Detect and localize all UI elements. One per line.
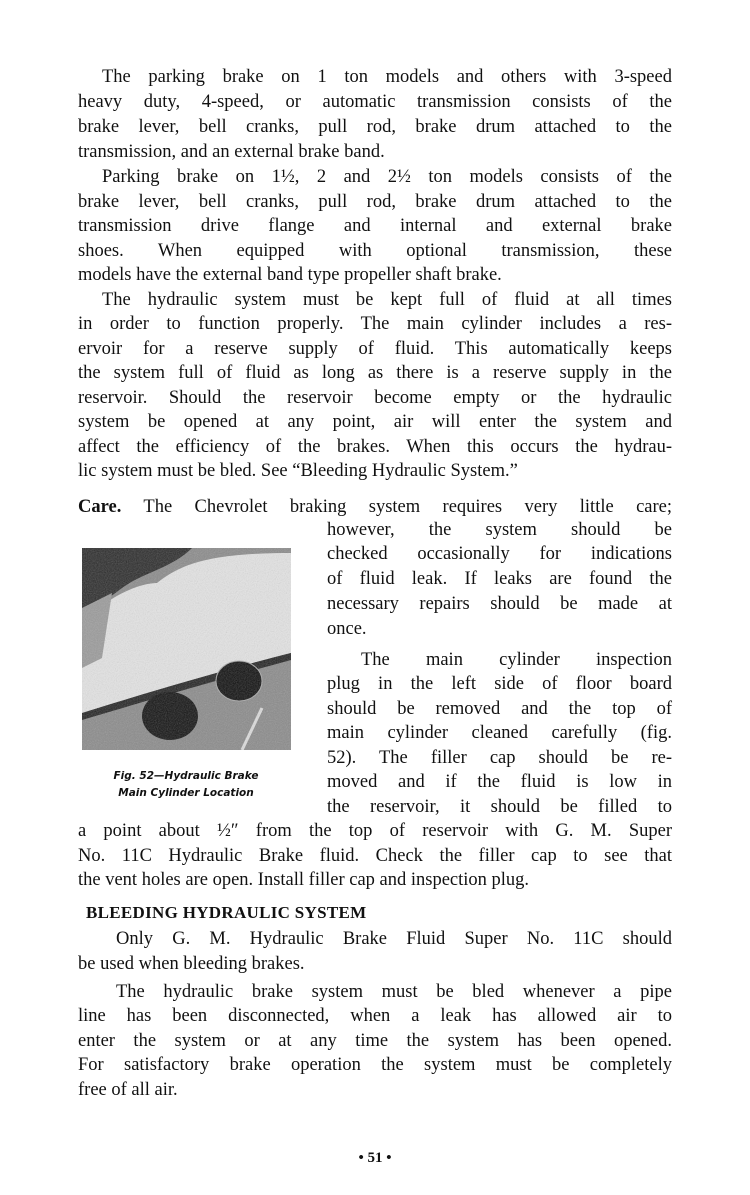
text-line: affect the efficiency of the brakes. When this occurs the hydrau-	[78, 437, 672, 457]
text-line: The parking brake on 1 ton models and others with 3-speed	[102, 67, 672, 87]
figure-photo-brake-cylinder	[82, 548, 291, 750]
text-line: For satisfactory brake operation the system must be completely	[78, 1055, 672, 1075]
text-line: 52). The filler cap should be re-	[327, 748, 672, 768]
text-line: line has been disconnected, when a leak has allowed air to	[78, 1006, 672, 1026]
text-line: Only G. M. Hydraulic Brake Fluid Super No. 11C should	[116, 929, 672, 949]
text-line: a point about ½″ from the top of reservoir with G. M. Super	[78, 821, 672, 841]
text-line: in order to function properly. The main cylinder includes a res-	[78, 314, 672, 334]
text-line: moved and if the fluid is low in	[327, 772, 672, 792]
text-line: plug in the left side of floor board	[327, 674, 672, 694]
caption-line-1: Fig. 52—Hydraulic Brake	[113, 770, 259, 782]
text-line: Parking brake on 1½, 2 and 2½ ton models consists of the	[102, 167, 672, 187]
text-line-content: The Chevrolet braking system requires very little care;	[143, 497, 672, 517]
text-line: free of all air.	[78, 1080, 178, 1100]
section-heading: BLEEDING HYDRAULIC SYSTEM	[86, 903, 367, 922]
text-line: of fluid leak. If leaks are found the	[327, 569, 672, 589]
text-line: the reservoir, it should be filled to	[327, 797, 672, 817]
text-line: No. 11C Hydraulic Brake fluid. Check the filler cap to see that	[78, 846, 672, 866]
caption-line-2: Main Cylinder Location	[118, 787, 254, 799]
text-line: transmission drive flange and internal and external brake	[78, 216, 672, 236]
text-line: once.	[327, 619, 367, 639]
figure-caption	[70, 768, 302, 802]
care-label: Care.	[78, 497, 122, 517]
text-line: brake lever, bell cranks, pull rod, brake drum attached to the	[78, 117, 672, 137]
text-line: checked occasionally for indications	[327, 544, 672, 564]
text-line: brake lever, bell cranks, pull rod, brake drum attached to the	[78, 192, 672, 212]
text-line: The main cylinder inspection	[361, 650, 672, 670]
text-line: The hydraulic system must be kept full of fluid at all times	[102, 290, 672, 310]
text-line: main cylinder cleaned carefully (fig.	[327, 723, 672, 743]
text-line: be used when bleeding brakes.	[78, 954, 305, 974]
text-line: enter the system or at any time the system has been opened.	[78, 1031, 672, 1051]
text-line: system be opened at any point, air will enter the system and	[78, 412, 672, 432]
text-line: should be removed and the top of	[327, 699, 672, 719]
text-line: The hydraulic brake system must be bled whenever a pipe	[116, 982, 672, 1002]
text-line: transmission, and an external brake band.	[78, 142, 385, 162]
text-line	[78, 496, 672, 518]
text-line: reservoir. Should the reservoir become empty or the hydraulic	[78, 388, 672, 408]
text-line: ervoir for a reserve supply of fluid. This automatically keeps	[78, 339, 672, 359]
page-number: • 51 •	[358, 1150, 392, 1166]
text-line: the vent holes are open. Install filler cap and inspection plug.	[78, 870, 530, 890]
text-line: however, the system should be	[327, 520, 672, 540]
text-line: necessary repairs should be made at	[327, 594, 672, 614]
text-line: the system full of fluid as long as there is a reserve supply in the	[78, 363, 672, 383]
text-line: models have the external band type propeller shaft brake.	[78, 265, 502, 285]
text-line: shoes. When equipped with optional transmission, these	[78, 241, 672, 261]
text-line: lic system must be bled. See “Bleeding Hydraulic System.”	[78, 461, 518, 481]
text-line: heavy duty, 4-speed, or automatic transmission consists of the	[78, 92, 672, 112]
